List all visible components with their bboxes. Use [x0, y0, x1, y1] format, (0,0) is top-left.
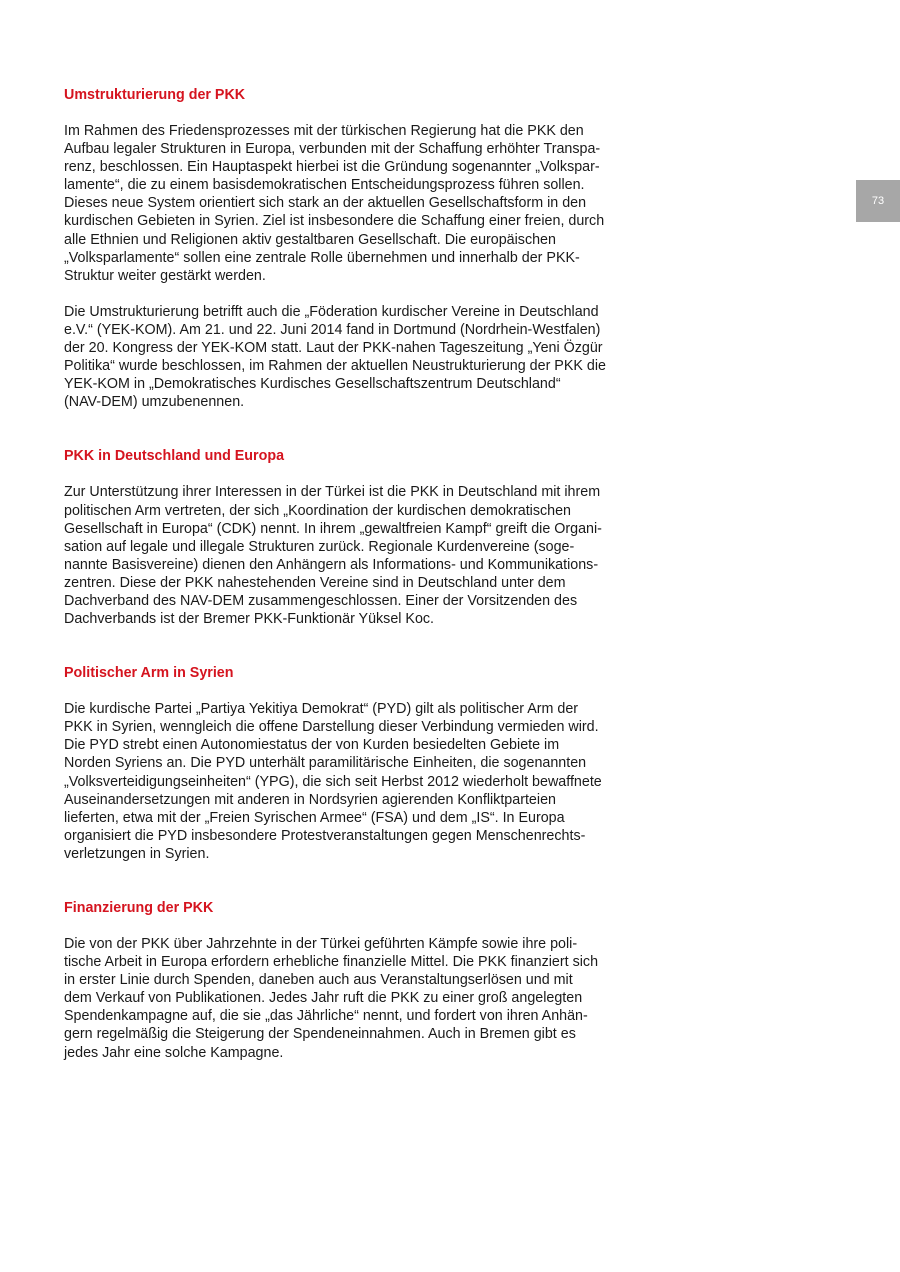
section-umstrukturierung — [64, 86, 624, 411]
text-line: Die kurdische Partei „Partiya Yekitiya Demokrat“ (PYD) gilt als politischer Arm der — [64, 701, 579, 718]
text-line: Dachverbands ist der Bremer PKK-Funktionär Yüksel Koc. — [64, 611, 435, 628]
text-line: der 20. Kongress der YEK-KOM statt. Laut der PKK-nahen Tageszeitung „Yeni Özgür — [64, 340, 603, 357]
text-line: Die Umstrukturierung betrifft auch die „Föderation kurdischer Vereine in Deutschland — [64, 303, 599, 320]
text-line: Im Rahmen des Friedensprozesses mit der türkischen Regierung hat die PKK den — [64, 123, 584, 139]
text-line: Spendenkampagne auf, die sie „das Jährliche“ nennt, und fordert von ihren Anhän- — [64, 1008, 588, 1025]
page-number-tab: 73 — [856, 180, 900, 222]
text-line: Die PYD strebt einen Autonomiestatus der von Kurden besiedelten Gebiete im — [64, 737, 560, 754]
text-line: lamente“, die zu einem basisdemokratischen Entscheidungsprozess führen sollen. — [64, 177, 585, 194]
section-finanzierung — [64, 899, 624, 1062]
text-line: Gesellschaft in Europa“ (CDK) nennt. In ihrem „gewaltfreien Kampf“ greift die Organi- — [64, 520, 602, 537]
text-line: renz, beschlossen. Ein Hauptaspekt hierbei ist die Gründung sogenannter „Volkspar- — [64, 159, 600, 176]
text-line: politischen Arm vertreten, der sich „Koordination der kurdischen demokratischen — [64, 502, 571, 519]
paragraph — [64, 700, 624, 863]
paragraph — [64, 303, 624, 412]
section-heading: Umstrukturierung der PKK — [64, 87, 246, 103]
text-line: dem Verkauf von Publikationen. Jedes Jahr ruft die PKK zu einer groß angelegten — [64, 990, 583, 1007]
text-line: PKK in Syrien, wenngleich die offene Darstellung dieser Verbindung vermieden wird. — [64, 719, 599, 736]
text-line: Dieses neue System orientiert sich stark an der aktuellen Gesellschaftsform in den — [64, 195, 587, 212]
paragraph — [64, 935, 624, 1062]
text-line: nannte Basisvereine) dienen den Anhängern als Informations- und Kommunikations- — [64, 556, 599, 573]
text-line: Die von der PKK über Jahrzehnte in der Türkei geführten Kämpfe sowie ihre poli- — [64, 936, 578, 952]
text-line: Dachverband des NAV-DEM zusammengeschlossen. Einer der Vorsitzenden des — [64, 592, 578, 609]
text-line: Zur Unterstützung ihrer Interessen in der Türkei ist die PKK in Deutschland mit ihrem — [64, 484, 601, 501]
paragraph — [64, 483, 624, 628]
section-heading: Finanzierung der PKK — [64, 900, 214, 916]
text-line: gern regelmäßig die Steigerung der Spendeneinnahmen. Auch in Bremen gibt es — [64, 1026, 576, 1043]
text-line: YEK-KOM in „Demokratisches Kurdisches Gesellschaftszentrum Deutschland“ — [64, 376, 561, 393]
text-line: lieferten, etwa mit der „Freien Syrischen Armee“ (FSA) und dem „IS“. In Europa — [64, 809, 565, 826]
text-line: (NAV-DEM) umzubenennen. — [64, 394, 245, 411]
text-line: e.V.“ (YEK-KOM). Am 21. und 22. Juni 2014 fand in Dortmund (Nordrhein-Westfalen) — [64, 321, 601, 338]
section-politischer-arm-syrien — [64, 664, 624, 863]
text-line: Norden Syriens an. Die PYD unterhält paramilitärische Einheiten, die sogenannten — [64, 755, 587, 772]
text-line: „Volksparlamente“ sollen eine zentrale Rolle übernehmen und innerhalb der PKK- — [64, 249, 580, 266]
text-line: jedes Jahr eine solche Kampagne. — [64, 1044, 284, 1061]
section-heading: PKK in Deutschland und Europa — [64, 448, 285, 465]
text-line: alle Ethnien und Religionen aktiv gestaltbaren Gesellschaft. Die europäischen — [64, 231, 556, 248]
document-body — [64, 86, 624, 1080]
text-line: kurdischen Gebieten in Syrien. Ziel ist insbesondere die Schaffung einer freien, durch — [64, 213, 605, 230]
text-line: zentren. Diese der PKK nahestehenden Vereine sind in Deutschland unter dem — [64, 574, 566, 591]
text-line: in erster Linie durch Spenden, daneben auch aus Veranstaltungserlösen und mit — [64, 972, 573, 989]
text-line: Struktur weiter gestärkt werden. — [64, 267, 266, 284]
text-line: „Volksverteidigungseinheiten“ (YPG), die sich seit Herbst 2012 wiederholt bewaffnete — [64, 773, 602, 790]
text-line: Auseinandersetzungen mit anderen in Nordsyrien agierenden Konfliktparteien — [64, 791, 556, 808]
section-pkk-deutschland-europa — [64, 447, 624, 628]
paragraph — [64, 122, 624, 285]
section-heading: Politischer Arm in Syrien — [64, 665, 234, 682]
text-line: sation auf legale und illegale Strukturen zurück. Regionale Kurdenvereine (soge- — [64, 538, 575, 555]
text-line: Politika“ wurde beschlossen, im Rahmen der aktuellen Neustrukturierung der PKK die — [64, 358, 606, 375]
text-line: organisiert die PYD insbesondere Protestveranstaltungen gegen Menschenrechts- — [64, 827, 586, 844]
text-line: verletzungen in Syrien. — [64, 845, 210, 862]
text-line: Aufbau legaler Strukturen in Europa, verbunden mit der Schaffung erhöhter Transpa- — [64, 141, 601, 158]
text-line: tische Arbeit in Europa erfordern erhebliche finanzielle Mittel. Die PKK finanziert sich — [64, 954, 599, 971]
